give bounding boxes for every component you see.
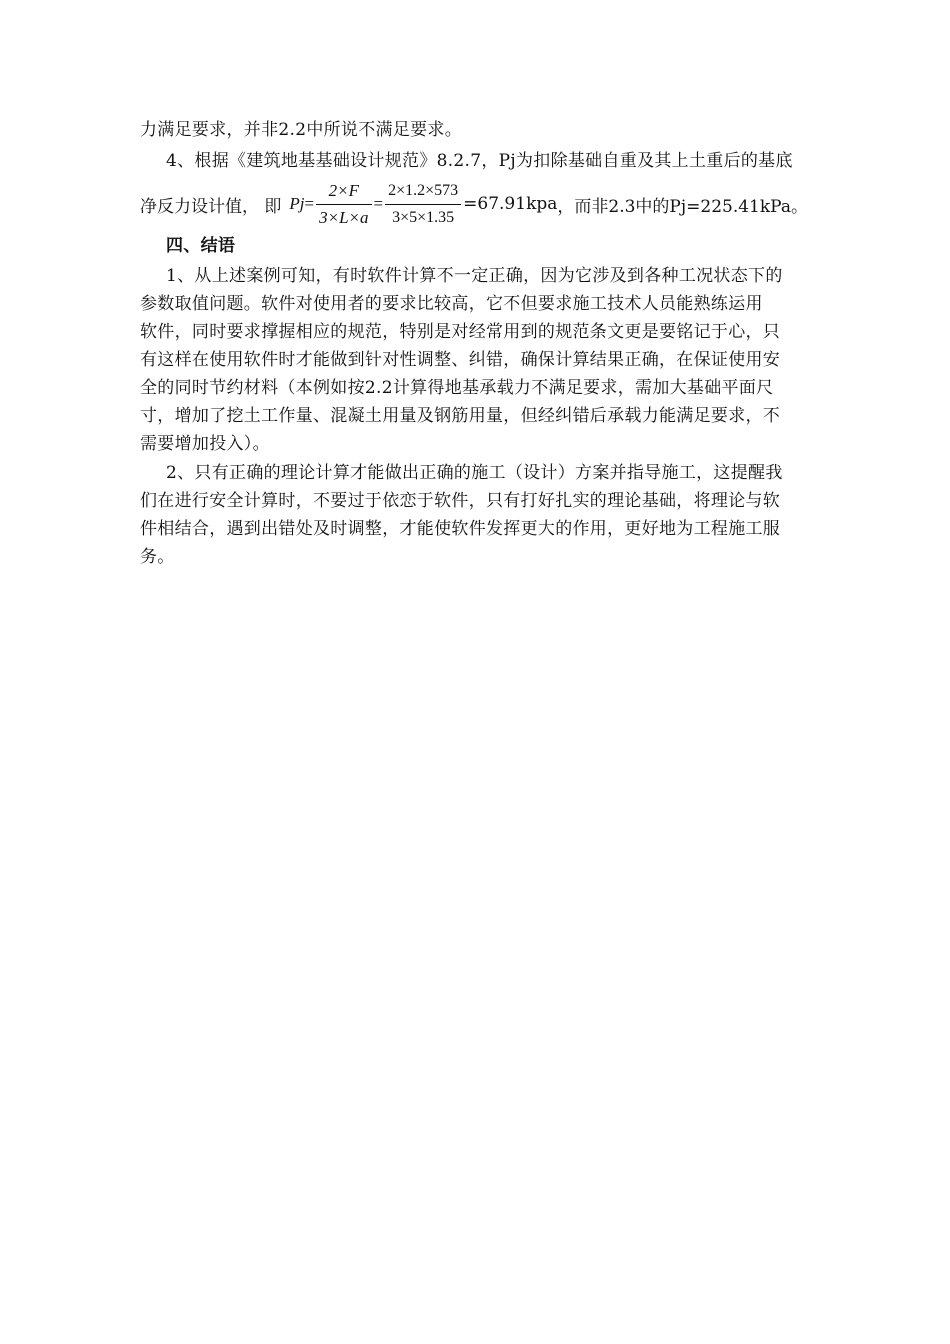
text-line: 参数取值问题。软件对使用者的要求比较高，它不但要求施工技术人员能熟练运用 <box>140 294 763 314</box>
text-line: 1、从上述案例可知，有时软件计算不一定正确，因为它涉及到各种工况状态下的 <box>166 266 783 286</box>
text-line: 4、根据《建筑地基基础设计规范》8.2.7，Pj为扣除基础自重及其上土重后的基底 <box>166 151 793 171</box>
text-line: 有这样在使用软件时才能做到针对性调整、纠错，确保计算结果正确，在保证使用安 <box>140 350 781 370</box>
formula-fraction-numeric <box>385 181 461 228</box>
text-line: 务。 <box>140 547 175 567</box>
text-line: 全的同时节约材料（本例如按2.2计算得地基承载力不满足要求，需加大基础平面尺 <box>140 378 774 398</box>
text-line: 软件，同时要求撑握相应的规范，特别是对经常用到的规范条文更是要铭记于心，只 <box>140 322 781 342</box>
fraction-denominator: 3×5×1.35 <box>392 208 455 226</box>
fraction-denominator: 3×L×a <box>319 207 369 227</box>
text-line: 件相结合，遇到出错处及时调整，才能使软件发挥更大的作用，更好地为工程施工服 <box>140 519 781 539</box>
fraction-bar <box>316 204 371 205</box>
text-line: 们在进行安全计算时，不要过于依恋于软件，只有打好扎实的理论基础，将理论与软 <box>140 491 781 511</box>
text-line: 力满足要求，并非2.2中所说不满足要求。 <box>140 120 463 140</box>
fraction-numerator: 2×1.2×573 <box>388 181 459 199</box>
formula-variable: Pj <box>289 194 305 213</box>
formula-equals: = <box>304 194 315 213</box>
formula-fraction-symbolic <box>316 181 371 228</box>
fraction-bar <box>385 204 461 205</box>
text-line: 需要增加投入）。 <box>140 434 270 454</box>
text-line: 2、只有正确的理论计算才能做出正确的施工（设计）方案并指导施工，这提醒我 <box>166 463 783 483</box>
text-line: 寸，增加了挖土工作量、混凝土用量及钢筋用量，但经纠错后承载力能满足要求，不 <box>140 406 781 426</box>
section-heading: 四、结语 <box>166 236 236 256</box>
formula-prefix: 净反力设计值， 即 <box>140 196 282 217</box>
formula-suffix: ，而非2.3中的Pj=225.41kPa。 <box>557 196 808 217</box>
formula-equals: = <box>373 194 384 213</box>
formula-line <box>140 176 808 232</box>
fraction-numerator: 2×F <box>328 180 359 200</box>
formula-result: =67.91kpa <box>463 194 558 214</box>
